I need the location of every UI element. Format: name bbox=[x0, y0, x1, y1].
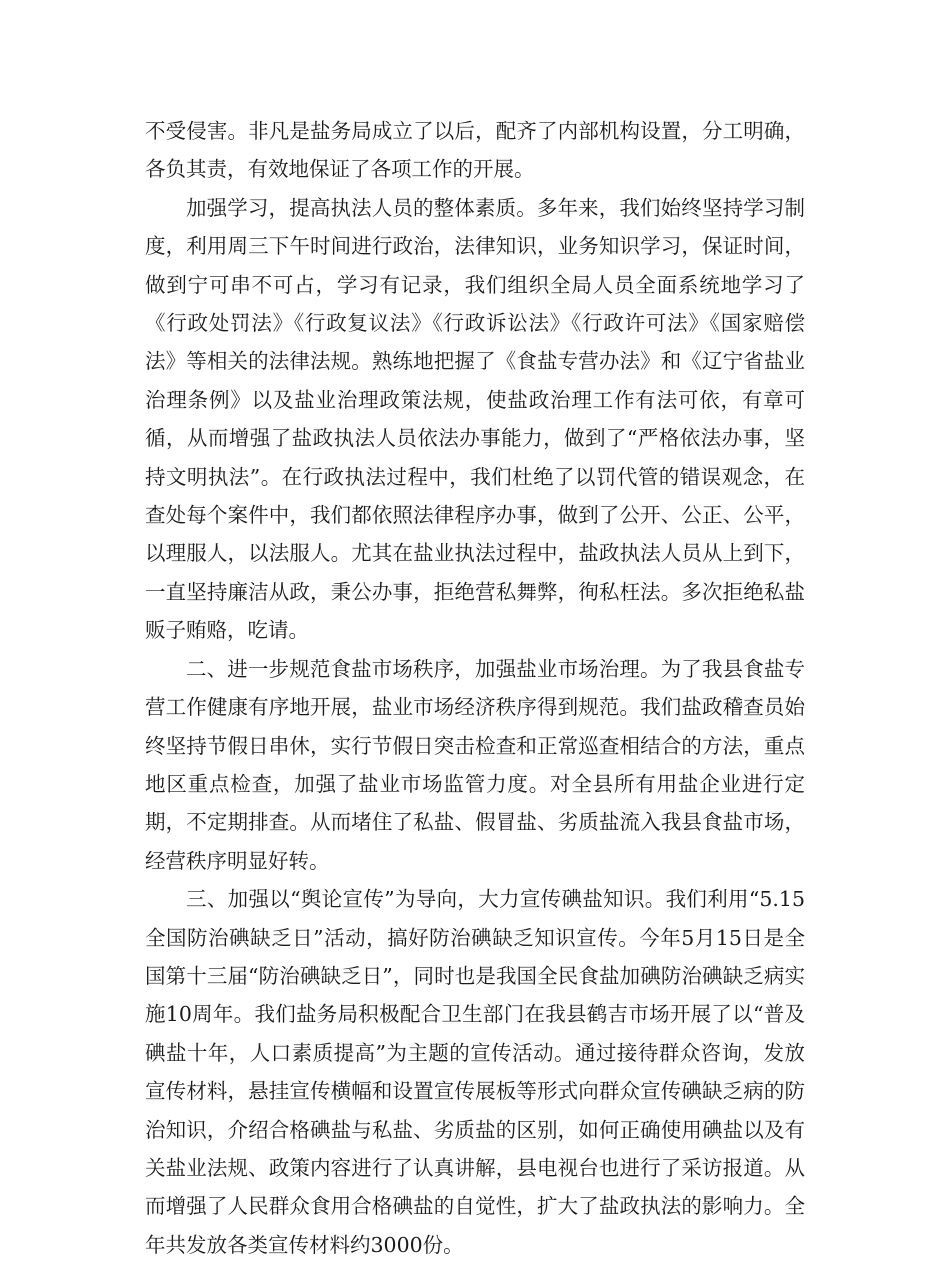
paragraph-continuation: 不受侵害。非凡是盐务局成立了以后，配齐了内部机构设置，分工明确，各负其责，有效地保证了各项工作的开展。 bbox=[145, 119, 805, 182]
document-body bbox=[145, 112, 805, 1264]
paragraph-market-order: 二、进一步规范食盐市场秩序，加强盐业市场治理。为了我县食盐专营工作健康有序地开展，盐业市场经济秩序得到规范。我们盐政稽查员始终坚持节假日串休，实行节假日突击检查和正常巡查相结合的方法，重点地区重点检查，加强了盐业市场监管力度。对全县所有用盐企业进行定期，不定期排查。从而堵住了私盐、假冒盐、劣质盐流入我县食盐市场，经营秩序明显好转。 bbox=[145, 656, 805, 873]
paragraph-publicity: 三、加强以“舆论宣传”为导向，大力宣传碘盐知识。我们利用“5.15全国防治碘缺乏日”活动，搞好防治碘缺乏知识宣传。今年5月15日是全国第十三届“防治碘缺乏日”，同时也是我国全民食盐加碘防治碘缺乏病实施10周年。我们盐务局积极配合卫生部门在我县鹤吉市场开展了以“普及碘盐十年，人口素质提高”为主题的宣传活动。通过接待群众咨询，发放宣传材料，悬挂宣传横幅和设置宣传展板等形式向群众宣传碘缺乏病的防治知识，介绍合格碘盐与私盐、劣质盐的区别，如何正确使用碘盐以及有关盐业法规、政策内容进行了认真讲解，县电视台也进行了采访报道。从而增强了人民群众食用合格碘盐的自觉性，扩大了盐政执法的影响力。全年共发放各类宣传材料约3000份。 bbox=[145, 887, 805, 1257]
paragraph-study: 加强学习，提高执法人员的整体素质。多年来，我们始终坚持学习制度，利用周三下午时间进行政治，法律知识，业务知识学习，保证时间，做到宁可串不可占，学习有记录，我们组织全局人员全面系统地学习了《行政处罚法》《行政复议法》《行政诉讼法》《行政许可法》《国家赔偿法》等相关的法律法规。熟练地把握了《食盐专营办法》和《辽宁省盐业治理条例》以及盐业治理政策法规，使盐政治理工作有法可依，有章可循，从而增强了盐政执法人员依法办事能力，做到了“严格依法办事，坚持文明执法”。在行政执法过程中，我们杜绝了以罚代管的错误观念，在查处每个案件中，我们都依照法律程序办事，做到了公开、公正、公平，以理服人，以法服人。尤其在盐业执法过程中，盐政执法人员从上到下，一直坚持廉洁从政，秉公办事，拒绝营私舞弊，徇私枉法。多次拒绝私盐贩子贿赂，吃请。 bbox=[145, 195, 805, 643]
